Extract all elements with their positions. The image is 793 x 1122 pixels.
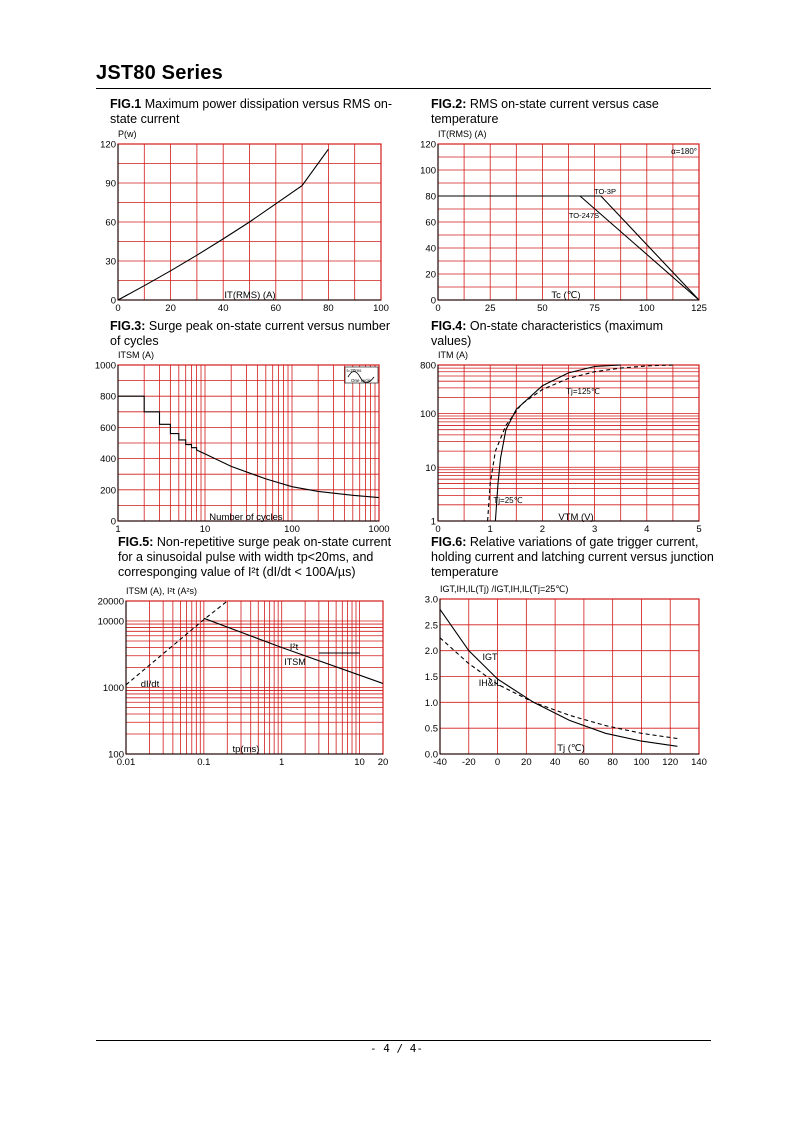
x-tick-label: 3: [591, 524, 598, 535]
y-tick-label: 80: [425, 191, 436, 203]
y-tick-label: 400: [100, 454, 116, 466]
y-tick-label: 3.0: [424, 594, 438, 606]
chart-fig3: [95, 350, 390, 535]
caption-label: FIG.3:: [110, 319, 146, 333]
caption-text: On-state characteristics (maximum values): [431, 319, 663, 348]
y-tick-label: 10000: [97, 616, 124, 628]
x-tick-label: 25: [484, 303, 496, 314]
y-tick-label: 1000: [94, 360, 116, 372]
x-tick-label: 0: [115, 303, 121, 314]
series-label: IH&IL: [478, 678, 502, 688]
caption-text: RMS on-state current versus case temperature: [431, 97, 659, 126]
caption-text: Non-repetitive surge peak on-state current for a sinusoidal pulse with width tp<20ms, and corresponging value of I²t (dI/dt < 100A/µs): [118, 535, 392, 579]
x-tick-label: -40: [433, 757, 447, 768]
x-axis-title: Number of cycles: [209, 512, 283, 523]
x-tick-label: 125: [691, 303, 707, 314]
x-tick-label: 20: [521, 757, 532, 768]
y-tick-label: 1.0: [424, 697, 438, 709]
x-tick-label: 75: [589, 303, 600, 314]
y-tick-label: 600: [100, 422, 116, 434]
y-tick-label: 90: [105, 178, 116, 190]
series-label: TO-247S: [568, 211, 600, 220]
annotation: α=180°: [671, 147, 697, 156]
y-tick-label: 0: [110, 295, 116, 307]
inset-label: t=20ms: [346, 368, 362, 373]
y-tick-label: 800: [100, 391, 116, 403]
series-label: TO-3P: [594, 187, 616, 196]
y-tick-label: 0.0: [424, 749, 438, 761]
y-axis-title: P(w): [118, 129, 137, 139]
series-label: IGT: [482, 652, 498, 662]
y-axis-title: IGT,IH,IL(Tj) /IGT,IH,IL(Tj=25℃): [440, 584, 569, 594]
x-tick-label: 0.1: [197, 757, 211, 768]
caption-text: Surge peak on-state current versus number of cycles: [110, 319, 390, 348]
x-tick-label: 4: [644, 524, 650, 535]
series-label: Tj=125℃: [566, 387, 600, 396]
chart-fig2: [420, 129, 707, 314]
y-tick-label: 0: [110, 516, 116, 528]
y-tick-label: 100: [420, 165, 436, 177]
x-tick-label: 100: [284, 524, 300, 535]
y-tick-label: 100: [108, 749, 124, 761]
page-title: JST80 Series: [96, 62, 223, 84]
chart-fig1: [100, 129, 389, 314]
x-tick-label: 60: [578, 757, 590, 768]
y-tick-label: 1.5: [424, 672, 438, 683]
x-tick-label: -20: [461, 757, 476, 768]
caption-text: Relative variations of gate trigger current, holding current and latching current versus junction temperature: [431, 535, 714, 579]
caption-label: FIG.6:: [431, 535, 467, 549]
chart-fig5: [98, 586, 389, 768]
series-label: Tj=25℃: [493, 496, 523, 505]
chart-fig6: [425, 584, 707, 768]
y-axis-title: ITM (A): [438, 350, 468, 360]
y-tick-label: 20: [425, 269, 436, 281]
y-tick-label: 0.5: [424, 723, 438, 735]
y-tick-label: 2.0: [424, 646, 438, 658]
chart-fig4: [420, 350, 702, 535]
inset-label: One cycle: [350, 378, 372, 383]
x-tick-label: 100: [633, 757, 650, 768]
x-tick-label: 10: [199, 524, 211, 535]
series-label: dI/dt: [140, 679, 160, 690]
x-tick-label: 1: [279, 757, 285, 768]
y-tick-label: 1: [430, 516, 436, 528]
series-line: [126, 601, 227, 685]
x-tick-label: 100: [638, 303, 655, 314]
y-axis-title: ITSM (A): [118, 350, 154, 360]
x-tick-label: 40: [549, 757, 561, 768]
caption-label: FIG.5:: [118, 535, 154, 549]
caption-label: FIG.4:: [431, 319, 467, 333]
x-tick-label: 80: [323, 303, 334, 314]
y-tick-label: 20000: [97, 596, 124, 608]
y-axis-title: IT(RMS) (A): [438, 129, 487, 139]
x-tick-label: 80: [607, 757, 618, 768]
caption-label: FIG.2:: [431, 97, 467, 111]
y-axis-title: ITSM (A), I²t (A²s): [126, 586, 197, 596]
y-tick-label: 120: [420, 139, 436, 151]
y-tick-label: 1000: [102, 683, 124, 695]
x-tick-label: 50: [537, 303, 548, 314]
x-tick-label: 20: [165, 303, 176, 314]
y-tick-label: 800: [420, 360, 436, 372]
y-tick-label: 2.5: [424, 620, 438, 632]
x-tick-label: 2: [539, 524, 546, 535]
x-axis-title: Tc (℃): [551, 290, 581, 301]
series-label: I²t: [289, 642, 299, 653]
y-tick-label: 0: [430, 295, 436, 307]
x-tick-label: 5: [696, 524, 702, 535]
y-tick-label: 120: [100, 139, 116, 151]
x-tick-label: 1000: [368, 524, 390, 535]
x-tick-label: 120: [662, 757, 679, 768]
x-tick-label: 0.01: [116, 757, 136, 768]
x-axis-title: VTM (V): [558, 512, 594, 523]
series-label: ITSM: [284, 657, 306, 667]
y-tick-label: 200: [100, 485, 116, 497]
x-tick-label: 1: [487, 524, 493, 535]
x-axis-title: IT(RMS) (A): [224, 290, 276, 301]
x-tick-label: 0: [494, 757, 501, 768]
y-tick-label: 100: [420, 409, 436, 421]
page-number: - 4 / 4-: [370, 1042, 423, 1055]
y-tick-label: 40: [425, 243, 436, 255]
y-tick-label: 30: [105, 256, 116, 268]
x-axis-title: Tj (℃): [557, 743, 585, 754]
footer-rule: [96, 1040, 711, 1041]
x-tick-label: 140: [691, 757, 707, 768]
y-tick-label: 60: [425, 217, 436, 229]
caption-text: Maximum power dissipation versus RMS on-state current: [110, 97, 393, 126]
y-tick-label: 60: [105, 217, 116, 229]
caption-label: FIG.1: [110, 97, 142, 111]
x-tick-label: 60: [270, 303, 282, 314]
y-tick-label: 10: [425, 462, 436, 474]
x-axis-title: tp(ms): [232, 744, 260, 755]
x-tick-label: 10: [354, 757, 365, 768]
x-tick-label: 100: [373, 303, 389, 314]
x-tick-label: 20: [377, 757, 389, 768]
x-tick-label: 0: [435, 303, 441, 314]
x-tick-label: 40: [217, 303, 229, 314]
x-tick-label: 1: [115, 524, 121, 535]
x-tick-label: 0: [435, 524, 441, 535]
